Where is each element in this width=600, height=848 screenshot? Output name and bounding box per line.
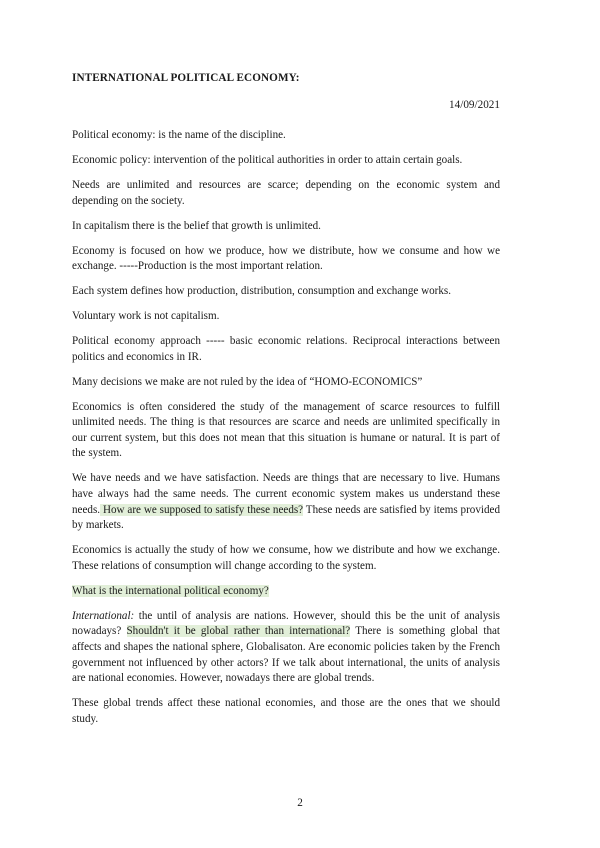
text-run: There is something global that affects and shapes the national sphere, Globalisaton. Are economic policies taken by the French government not influenced by other actors? If we talk about international, the units of analysis are national economies. However, nowadays there are global trends. — [72, 625, 500, 685]
paragraph: Political economy: is the name of the discipline. — [72, 129, 286, 141]
paragraph — [72, 609, 500, 687]
italic-label: International: — [72, 609, 135, 622]
paragraph: Economic policy: intervention of the political authorities in order to attain certain goals. — [72, 153, 463, 166]
text-run: These needs are satisfied by items provided by markets. — [72, 503, 500, 532]
highlighted-heading: What is the international political economy? — [72, 584, 269, 597]
text-run: the until of analysis are nations. However, should this be the unit of analysis nowadays? — [72, 609, 500, 638]
page-number: 2 — [297, 797, 303, 809]
document-date: 14/09/2021 — [449, 99, 500, 111]
page-content — [72, 72, 500, 725]
paragraph — [72, 471, 500, 533]
paragraph: Voluntary work is not capitalism. — [72, 310, 220, 323]
text-run: We have needs and we have satisfaction. Needs are things that are necessary to live. Humans have always had the same needs. The current economic system makes us understand these needs. — [72, 472, 500, 516]
body-text — [72, 128, 500, 737]
highlighted-question: How are we supposed to satisfy these needs? — [100, 503, 304, 516]
paragraph: These global trends affect these national economies, and those are the ones that we should study. — [72, 697, 500, 725]
document-title: INTERNATIONAL POLITICAL ECONOMY: — [72, 72, 300, 84]
paragraph: Economy is focused on how we produce, how we distribute, how we consume and how we exchange. -----Production is the most important relation. — [72, 244, 500, 273]
paragraph: Political economy approach ----- basic economic relations. Reciprocal interactions between politics and economics in IR. — [72, 335, 500, 363]
paragraph: Economics is actually the study of how we consume, how we distribute and how we exchange. These relations of consumption will change according to the system. — [72, 544, 500, 572]
paragraph: Needs are unlimited and resources are scarce; depending on the economic system and depending on the society. — [72, 178, 500, 207]
highlighted-question: Shouldn't it be global rather than international? — [126, 625, 351, 638]
paragraph: Many decisions we make are not ruled by the idea of “HOMO-ECONOMICS” — [72, 375, 423, 388]
paragraph: Economics is often considered the study of the management of scarce resources to fulfill unlimited needs. The thing is that resources are scarce and needs are unlimited specifically in our current system, but this does not mean that this situation is humane or natural. It is part of the system. — [72, 400, 500, 460]
paragraph: Each system defines how production, distribution, consumption and exchange works. — [72, 285, 451, 298]
paragraph — [72, 584, 500, 600]
paragraph: In capitalism there is the belief that growth is unlimited. — [72, 219, 321, 232]
